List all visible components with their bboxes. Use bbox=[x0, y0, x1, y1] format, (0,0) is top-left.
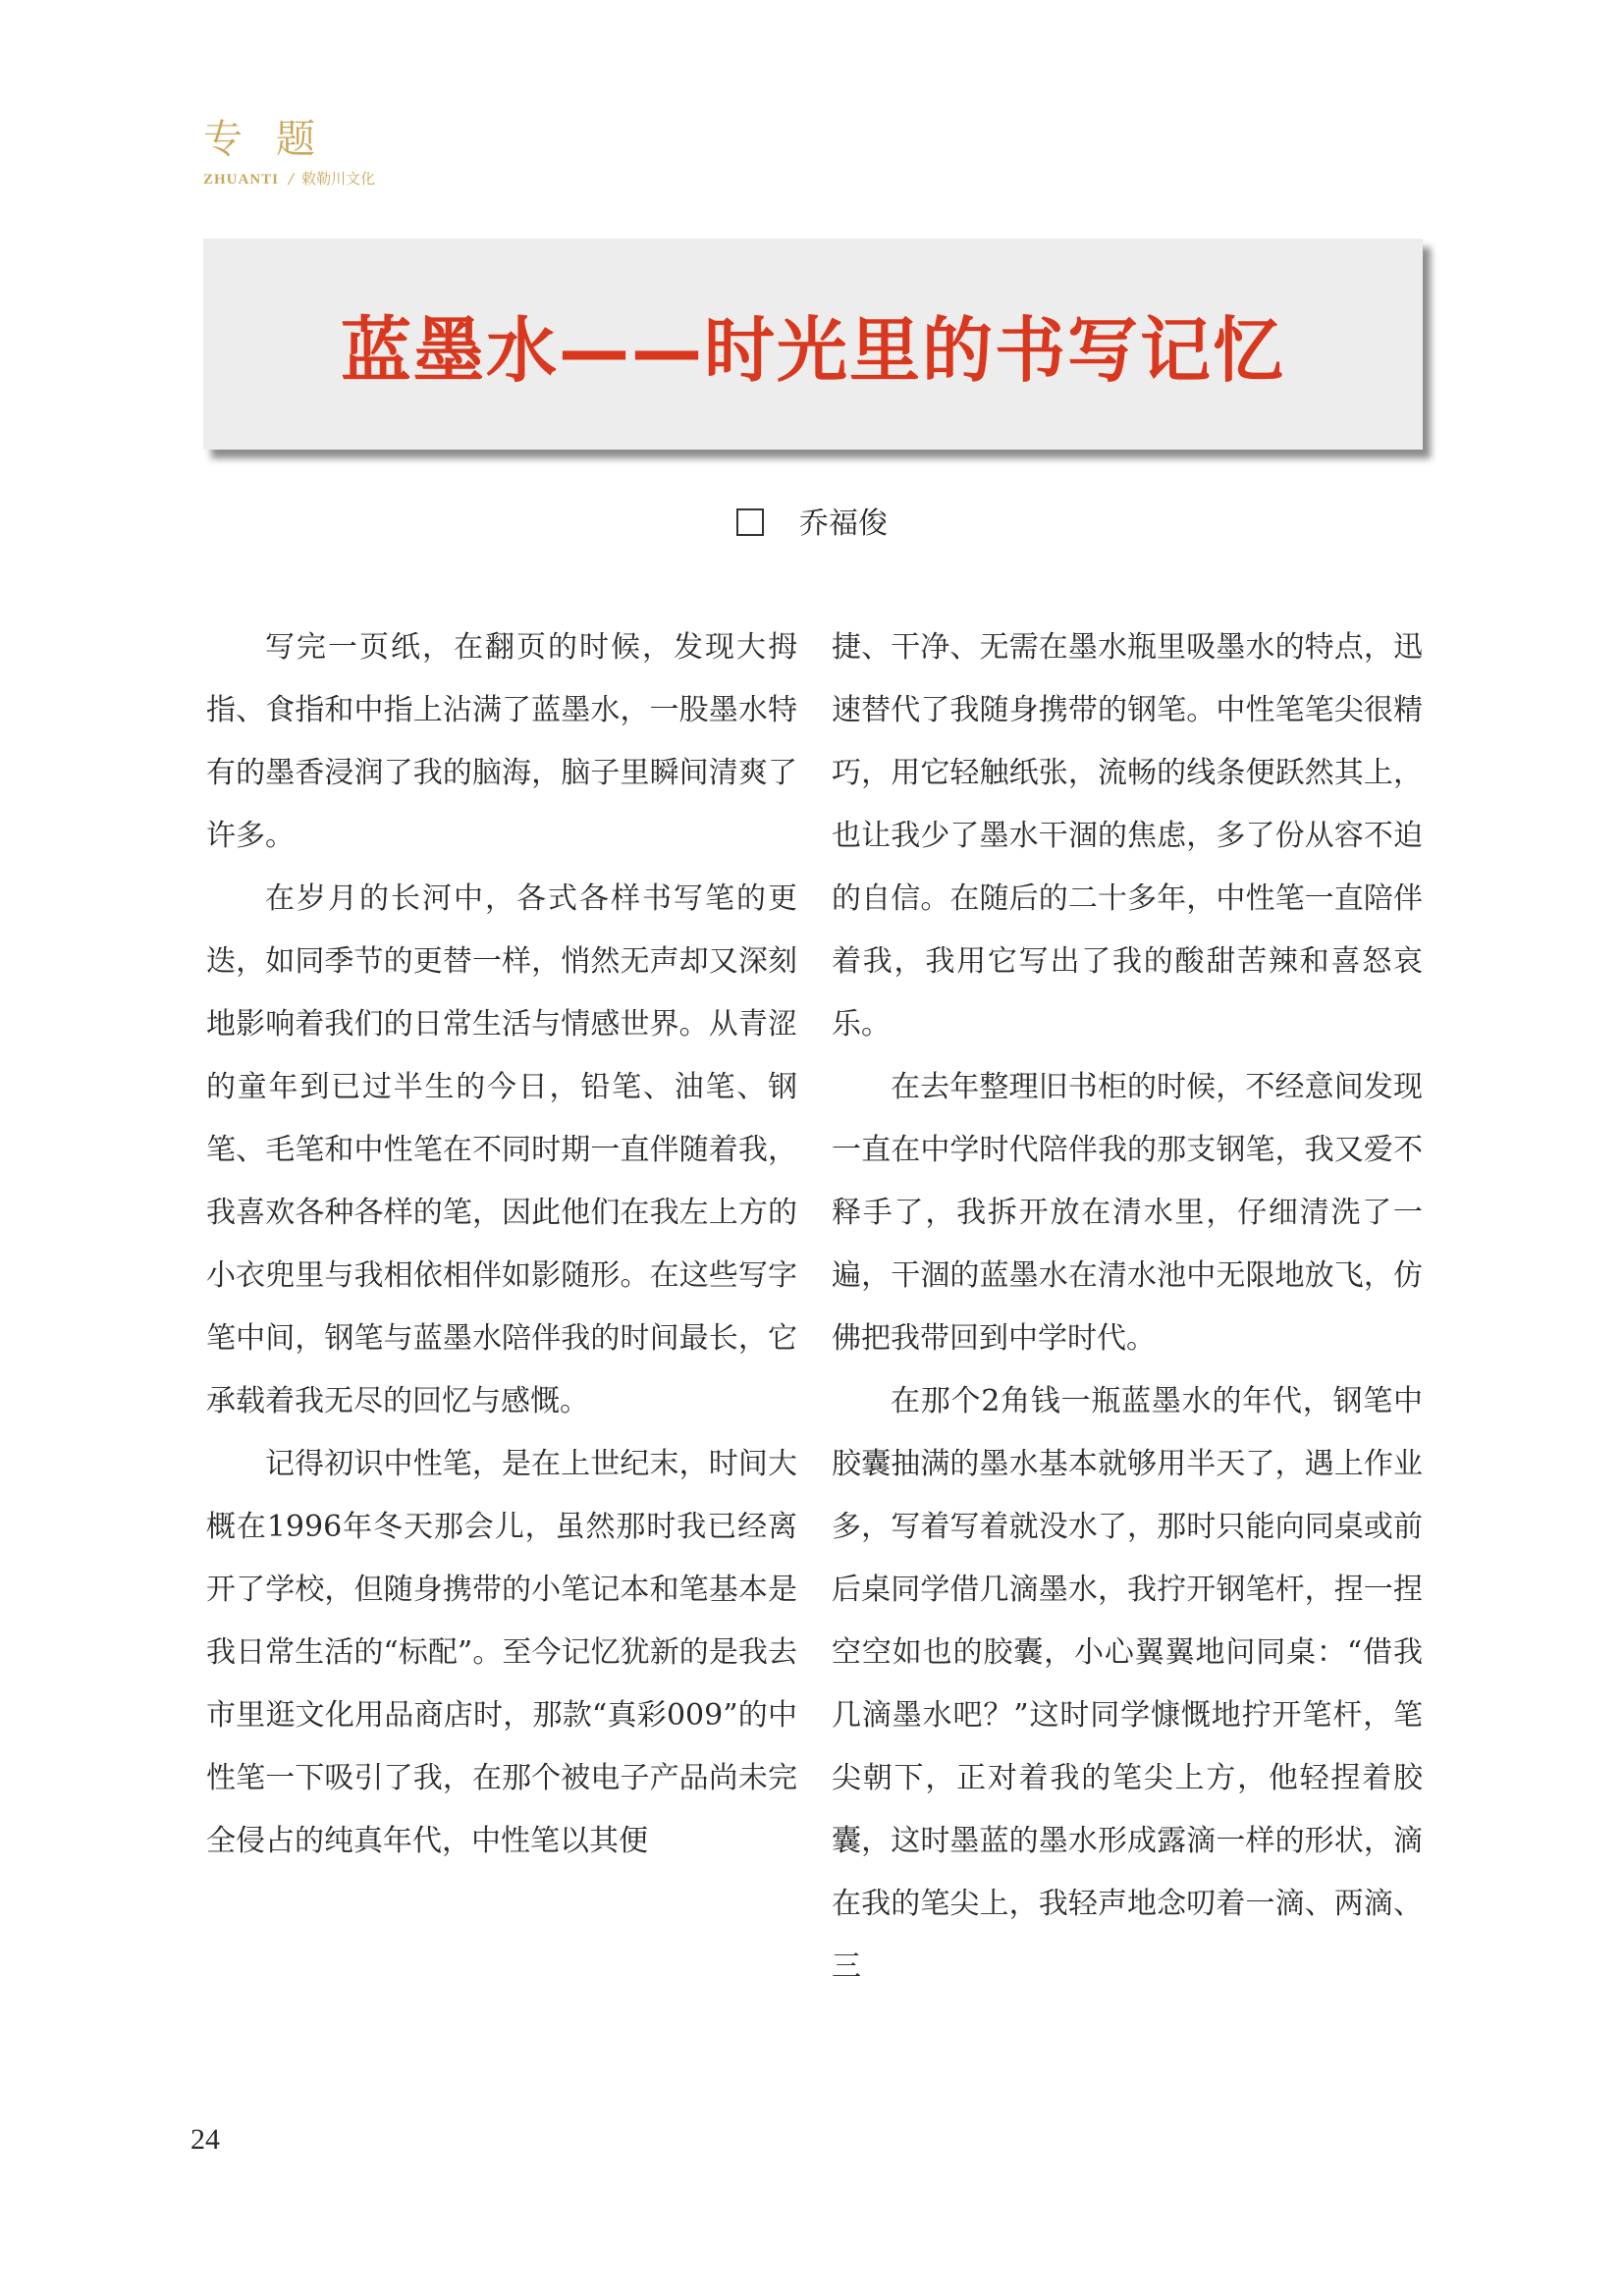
byline bbox=[0, 505, 1624, 544]
paragraph-continuation: 捷、干净、无需在墨水瓶里吸墨水的特点，迅速替代了我随身携带的钢笔。中性笔笔尖很精巧，用它轻触纸张，流畅的线条便跃然其上，也让我少了墨水干涸的焦虑，多了份从容不迫的自信。在随后的二十多年，中性笔一直陪伴着我，我用它写出了我的酸甜苦辣和喜怒哀乐。 bbox=[832, 630, 1423, 1041]
section-pinyin: ZHUANTI bbox=[203, 172, 280, 187]
paragraph: 记得初识中性笔，是在上世纪末，时间大概在1996年冬天那会儿，虽然那时我已经离开了学校，但随身携带的小笔记本和笔基本是我日常生活的“标配”。至今记忆犹新的是我去市里逛文化用品商店时，那款“真彩009”的中性笔一下吸引了我，在那个被电子产品尚未完全侵占的纯真年代，中性笔以其便 bbox=[206, 1447, 797, 1858]
section-name: 敕勒川文化 bbox=[301, 170, 376, 187]
paragraph: 在去年整理旧书柜的时候，不经意间发现一直在中学时代陪伴我的那支钢笔，我又爱不释手了，我拆开放在清水里，仔细清洗了一遍，干涸的蓝墨水在清水池中无限地放飞，仿佛把我带回到中学时代。 bbox=[832, 1070, 1423, 1356]
title-banner bbox=[203, 239, 1423, 450]
section-subline bbox=[203, 169, 375, 189]
paragraph: 在岁月的长河中，各式各样书写笔的更迭，如同季节的更替一样，悄然无声却又深刻地影响着我们的日常生活与情感世界。从青涩的童年到已过半生的今日，铅笔、油笔、钢笔、毛笔和中性笔在不同时期一直伴随着我，我喜欢各种各样的笔，因此他们在我左上方的小衣兜里与我相依相伴如影随形。在这些写字笔中间，钢笔与蓝墨水陪伴我的时间最长，它承载着我无尽的回忆与感慨。 bbox=[206, 881, 797, 1418]
page-number: 24 bbox=[190, 2123, 220, 2156]
article-title: 蓝墨水——时光里的书写记忆 bbox=[340, 308, 1285, 392]
left-column bbox=[206, 616, 797, 1873]
section-header bbox=[203, 116, 375, 189]
byline-square-icon bbox=[736, 508, 764, 536]
right-column bbox=[832, 616, 1423, 1999]
author-name: 乔福俊 bbox=[799, 507, 888, 541]
section-slash: / bbox=[289, 170, 295, 187]
paragraph: 写完一页纸，在翻页的时候，发现大拇指、食指和中指上沾满了蓝墨水，一股墨水特有的墨香浸润了我的脑海，脑子里瞬间清爽了许多。 bbox=[206, 630, 797, 853]
section-topic: 专题 bbox=[203, 117, 349, 162]
paragraph: 在那个2角钱一瓶蓝墨水的年代，钢笔中胶囊抽满的墨水基本就够用半天了，遇上作业多，写着写着就没水了，那时只能向同桌或前后桌同学借几滴墨水，我拧开钢笔杆，捏一捏空空如也的胶囊，小心翼翼地问同桌：“借我几滴墨水吧？”这时同学慷慨地拧开笔杆，笔尖朝下，正对着我的笔尖上方，他轻捏着胶囊，这时墨蓝的墨水形成露滴一样的形状，滴在我的笔尖上，我轻声地念叨着一滴、两滴、三 bbox=[832, 1384, 1423, 1984]
